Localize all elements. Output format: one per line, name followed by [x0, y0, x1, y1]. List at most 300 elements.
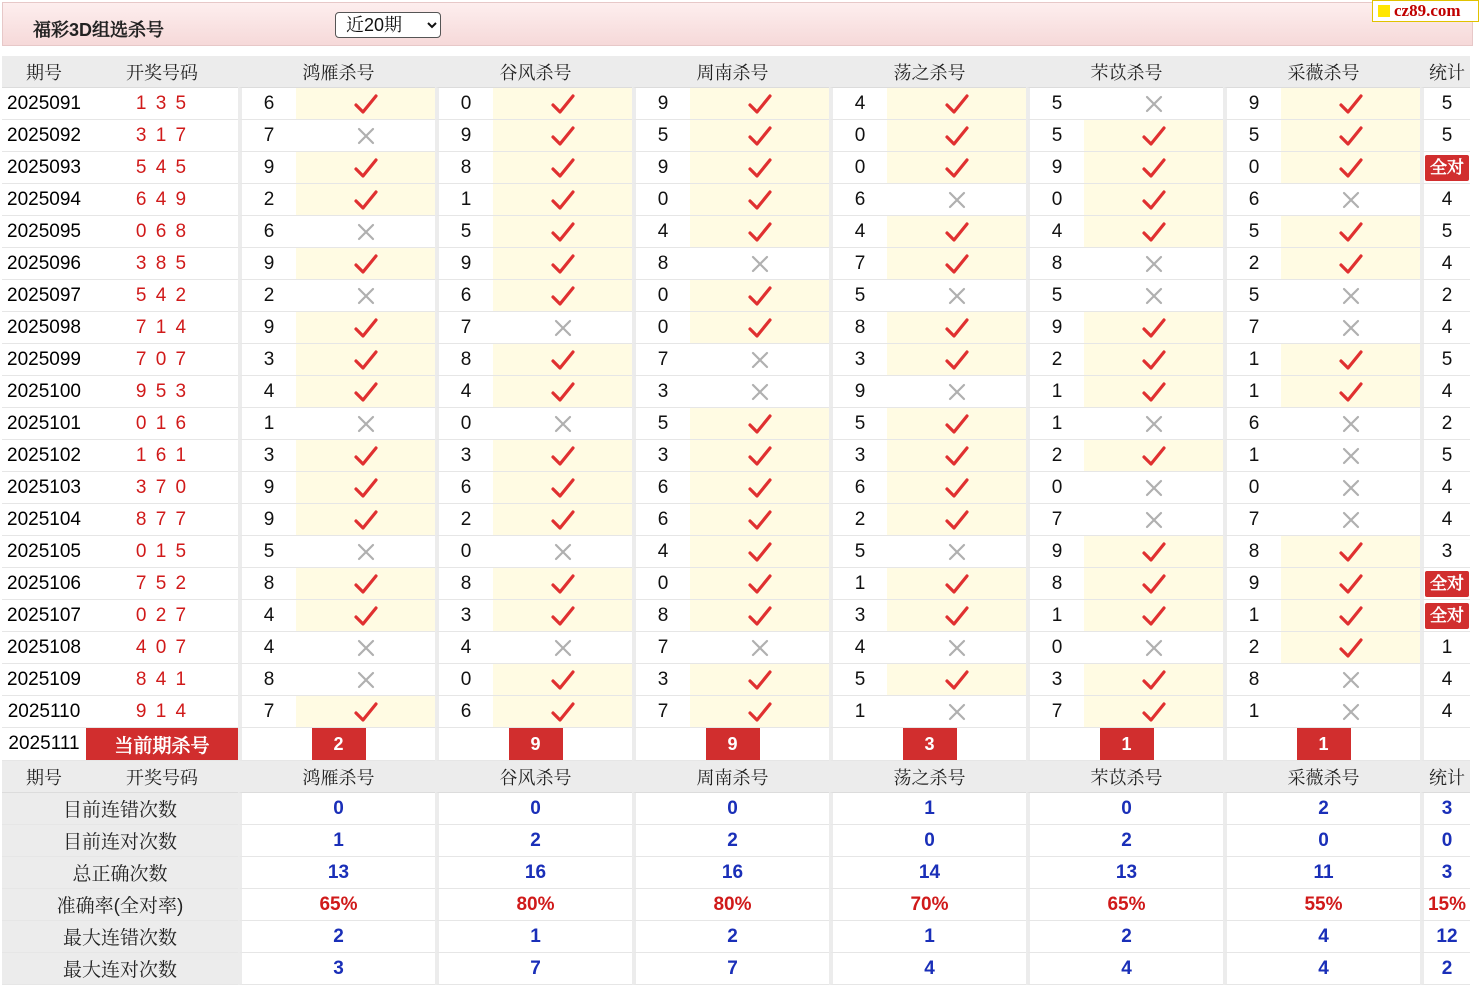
- logo-text: cz89.com: [1394, 1, 1461, 20]
- issue-cell: 2025111: [2, 728, 86, 761]
- table-row: [2, 376, 1470, 408]
- logo-square-icon: [1378, 5, 1390, 17]
- kill-number-cell: 9: [238, 248, 296, 280]
- stats-value: 65%: [1026, 889, 1223, 921]
- check-icon: [690, 568, 829, 600]
- draw-number-cell: 1 3 5: [86, 88, 238, 120]
- check-icon: [493, 568, 632, 600]
- row-stat-cell: 2: [1420, 408, 1470, 440]
- kill-number-cell: 1: [1223, 696, 1281, 728]
- kill-number-cell: 3: [829, 344, 887, 376]
- draw-number-cell: 8 4 1: [86, 664, 238, 696]
- cross-icon: [887, 184, 1026, 216]
- cross-icon: [1084, 504, 1223, 536]
- stats-value: 2: [1420, 953, 1470, 985]
- issue-cell: 2025105: [2, 536, 86, 568]
- row-stat-cell: 5: [1420, 120, 1470, 152]
- stats-value: 2: [238, 921, 435, 953]
- check-icon: [296, 344, 435, 376]
- col-header-draw: 开奖号码: [86, 56, 238, 88]
- col-header-expert: 荡之杀号: [829, 761, 1026, 793]
- table-row: [2, 568, 1470, 600]
- check-icon: [493, 472, 632, 504]
- stats-value: 80%: [435, 889, 632, 921]
- kill-number-cell: 9: [1026, 312, 1084, 344]
- check-icon: [493, 88, 632, 120]
- check-icon: [296, 440, 435, 472]
- cross-icon: [1281, 280, 1420, 312]
- kill-number-cell: 4: [829, 632, 887, 664]
- stats-value: 2: [632, 825, 829, 857]
- check-icon: [1084, 376, 1223, 408]
- stats-label: 准确率(全对率): [2, 889, 238, 921]
- check-icon: [887, 504, 1026, 536]
- kill-number-cell: 3: [632, 664, 690, 696]
- stats-value: 80%: [632, 889, 829, 921]
- kill-number-cell: 0: [1026, 632, 1084, 664]
- check-icon: [1084, 312, 1223, 344]
- stats-value: 55%: [1223, 889, 1420, 921]
- issue-cell: 2025092: [2, 120, 86, 152]
- cross-icon: [493, 536, 632, 568]
- stats-value: 4: [1223, 953, 1420, 985]
- table-row: [2, 152, 1470, 184]
- kill-number-cell: 2: [1026, 440, 1084, 472]
- kill-number-cell: 8: [238, 568, 296, 600]
- kill-number-cell: 9: [1026, 536, 1084, 568]
- table-body: [2, 56, 1470, 985]
- issue-cell: 2025107: [2, 600, 86, 632]
- kill-number-cell: 2: [238, 280, 296, 312]
- cross-icon: [493, 312, 632, 344]
- check-icon: [887, 664, 1026, 696]
- kill-number-cell: 1: [829, 568, 887, 600]
- kill-number-cell: 6: [632, 504, 690, 536]
- check-icon: [1084, 600, 1223, 632]
- kill-number-cell: 8: [632, 248, 690, 280]
- issue-cell: 2025093: [2, 152, 86, 184]
- top-bar: [2, 2, 1473, 46]
- kill-number-cell: 0: [829, 120, 887, 152]
- cross-icon: [296, 408, 435, 440]
- draw-number-cell: 9 5 3: [86, 376, 238, 408]
- current-kill-label: 当前期杀号: [86, 728, 238, 761]
- current-kill-cell: [632, 728, 829, 761]
- kill-number-cell: 7: [1026, 696, 1084, 728]
- kill-number-cell: 7: [238, 696, 296, 728]
- cross-icon: [690, 376, 829, 408]
- current-kill-number: 3: [903, 728, 957, 760]
- stats-value: 0: [632, 793, 829, 825]
- cross-icon: [690, 632, 829, 664]
- issue-cell: 2025094: [2, 184, 86, 216]
- kill-number-cell: 5: [435, 216, 493, 248]
- kill-number-cell: 8: [238, 664, 296, 696]
- draw-number-cell: 1 6 1: [86, 440, 238, 472]
- table-row: [2, 664, 1470, 696]
- issue-cell: 2025096: [2, 248, 86, 280]
- kill-number-cell: 6: [632, 472, 690, 504]
- stats-value: 0: [435, 793, 632, 825]
- kill-number-cell: 9: [829, 376, 887, 408]
- check-icon: [1281, 376, 1420, 408]
- check-icon: [493, 440, 632, 472]
- kill-number-cell: 4: [632, 536, 690, 568]
- stats-value: 16: [435, 857, 632, 889]
- row-stat-cell: 3: [1420, 536, 1470, 568]
- kill-number-cell: 4: [238, 600, 296, 632]
- draw-number-cell: 0 6 8: [86, 216, 238, 248]
- table-row: [2, 632, 1470, 664]
- kill-number-cell: 1: [829, 696, 887, 728]
- draw-number-cell: 0 2 7: [86, 600, 238, 632]
- kill-number-cell: 5: [1026, 120, 1084, 152]
- table-row: [2, 440, 1470, 472]
- table-row: [2, 408, 1470, 440]
- issue-cell: 2025108: [2, 632, 86, 664]
- check-icon: [690, 280, 829, 312]
- kill-number-cell: 9: [238, 472, 296, 504]
- kill-number-cell: 9: [1223, 568, 1281, 600]
- check-icon: [1281, 88, 1420, 120]
- stats-value: 12: [1420, 921, 1470, 953]
- kill-number-cell: 2: [1223, 632, 1281, 664]
- cross-icon: [1084, 472, 1223, 504]
- kill-number-cell: 8: [1026, 568, 1084, 600]
- all-correct-badge: 全对: [1425, 571, 1469, 597]
- kill-number-cell: 6: [435, 472, 493, 504]
- kill-number-cell: 7: [632, 696, 690, 728]
- check-icon: [1281, 568, 1420, 600]
- col-header-expert: 采薇杀号: [1223, 56, 1420, 88]
- check-icon: [493, 696, 632, 728]
- current-kill-cell: [238, 728, 435, 761]
- kill-number-cell: 4: [829, 216, 887, 248]
- check-icon: [296, 184, 435, 216]
- row-stat-cell: 4: [1420, 472, 1470, 504]
- check-icon: [296, 600, 435, 632]
- check-icon: [296, 312, 435, 344]
- kill-number-cell: 1: [1026, 408, 1084, 440]
- kill-number-cell: 0: [1026, 184, 1084, 216]
- draw-number-cell: 7 5 2: [86, 568, 238, 600]
- col-header-expert: 芣苡杀号: [1026, 56, 1223, 88]
- kill-number-cell: 7: [1223, 312, 1281, 344]
- check-icon: [690, 536, 829, 568]
- table-row: [2, 88, 1470, 120]
- kill-number-cell: 4: [238, 376, 296, 408]
- current-issue-row: [2, 728, 1470, 761]
- kill-number-cell: 7: [435, 312, 493, 344]
- stats-value: 7: [632, 953, 829, 985]
- kill-number-cell: 3: [238, 440, 296, 472]
- check-icon: [887, 248, 1026, 280]
- draw-number-cell: 7 1 4: [86, 312, 238, 344]
- col-header-expert: 鸿雁杀号: [238, 761, 435, 793]
- empty-stat-cell: [1420, 728, 1470, 761]
- cross-icon: [1281, 408, 1420, 440]
- issue-cell: 2025102: [2, 440, 86, 472]
- kill-number-cell: 7: [632, 632, 690, 664]
- draw-number-cell: 0 1 5: [86, 536, 238, 568]
- stats-value: 1: [829, 921, 1026, 953]
- row-stat-cell: 5: [1420, 88, 1470, 120]
- current-kill-number: 1: [1297, 728, 1351, 760]
- kill-number-cell: 5: [829, 280, 887, 312]
- table-row: [2, 472, 1470, 504]
- cross-icon: [1281, 312, 1420, 344]
- table-row: [2, 184, 1470, 216]
- kill-number-cell: 4: [1026, 216, 1084, 248]
- check-icon: [887, 344, 1026, 376]
- kill-number-cell: 1: [1223, 344, 1281, 376]
- kill-number-cell: 6: [238, 88, 296, 120]
- stats-value: 13: [1026, 857, 1223, 889]
- cross-icon: [887, 696, 1026, 728]
- cross-icon: [296, 536, 435, 568]
- check-icon: [493, 344, 632, 376]
- kill-number-cell: 3: [238, 344, 296, 376]
- stats-value: 0: [1026, 793, 1223, 825]
- kill-number-cell: 9: [238, 152, 296, 184]
- cross-icon: [296, 216, 435, 248]
- stats-row: [2, 857, 1470, 889]
- cross-icon: [296, 280, 435, 312]
- stats-value: 13: [238, 857, 435, 889]
- stats-value: 4: [1223, 921, 1420, 953]
- draw-number-cell: 0 1 6: [86, 408, 238, 440]
- stats-row: [2, 825, 1470, 857]
- table-row: [2, 600, 1470, 632]
- period-select[interactable]: [335, 12, 441, 38]
- kill-number-cell: 5: [632, 120, 690, 152]
- kill-number-cell: 6: [829, 472, 887, 504]
- issue-cell: 2025100: [2, 376, 86, 408]
- stats-label: 最大连错次数: [2, 921, 238, 953]
- stats-value: 2: [1223, 793, 1420, 825]
- kill-number-cell: 7: [632, 344, 690, 376]
- current-kill-number: 9: [706, 728, 760, 760]
- row-stat-cell: 4: [1420, 504, 1470, 536]
- stats-row: [2, 953, 1470, 985]
- check-icon: [1281, 344, 1420, 376]
- check-icon: [1281, 536, 1420, 568]
- current-kill-number: 1: [1100, 728, 1154, 760]
- check-icon: [1084, 440, 1223, 472]
- draw-number-cell: 8 7 7: [86, 504, 238, 536]
- current-kill-number: 2: [312, 728, 366, 760]
- issue-cell: 2025103: [2, 472, 86, 504]
- col-header-expert: 谷风杀号: [435, 761, 632, 793]
- table-row: [2, 280, 1470, 312]
- kill-number-cell: 3: [632, 376, 690, 408]
- check-icon: [690, 120, 829, 152]
- check-icon: [690, 440, 829, 472]
- col-header-expert: 荡之杀号: [829, 56, 1026, 88]
- col-header-expert: 采薇杀号: [1223, 761, 1420, 793]
- kill-number-cell: 9: [238, 504, 296, 536]
- draw-number-cell: 4 0 7: [86, 632, 238, 664]
- check-icon: [296, 376, 435, 408]
- issue-cell: 2025110: [2, 696, 86, 728]
- cross-icon: [296, 664, 435, 696]
- check-icon: [1281, 600, 1420, 632]
- issue-cell: 2025095: [2, 216, 86, 248]
- cross-icon: [493, 408, 632, 440]
- cross-icon: [1281, 472, 1420, 504]
- kill-number-cell: 0: [435, 408, 493, 440]
- check-icon: [1084, 184, 1223, 216]
- col-header-stat: 统计: [1420, 761, 1470, 793]
- stats-value: 2: [435, 825, 632, 857]
- table-row: [2, 120, 1470, 152]
- check-icon: [690, 216, 829, 248]
- kill-number-cell: 4: [238, 632, 296, 664]
- row-stat-cell: 1: [1420, 632, 1470, 664]
- stats-value: 3: [1420, 793, 1470, 825]
- row-stat-cell: [1420, 152, 1470, 184]
- check-icon: [690, 472, 829, 504]
- check-icon: [887, 568, 1026, 600]
- kill-number-cell: 3: [829, 600, 887, 632]
- check-icon: [1084, 344, 1223, 376]
- kill-number-cell: 9: [1223, 88, 1281, 120]
- check-icon: [690, 504, 829, 536]
- row-stat-cell: [1420, 600, 1470, 632]
- kill-number-cell: 2: [1223, 248, 1281, 280]
- table-row: [2, 504, 1470, 536]
- stats-label: 最大连对次数: [2, 953, 238, 985]
- kill-number-cell: 2: [829, 504, 887, 536]
- kill-number-cell: 6: [1223, 184, 1281, 216]
- check-icon: [1084, 536, 1223, 568]
- kill-number-cell: 6: [829, 184, 887, 216]
- kill-number-cell: 2: [1026, 344, 1084, 376]
- check-icon: [296, 152, 435, 184]
- kill-number-cell: 6: [238, 216, 296, 248]
- issue-cell: 2025097: [2, 280, 86, 312]
- stats-value: 2: [1026, 921, 1223, 953]
- cross-icon: [296, 120, 435, 152]
- kill-number-cell: 5: [829, 536, 887, 568]
- kill-number-table: [2, 56, 1470, 985]
- kill-number-cell: 7: [238, 120, 296, 152]
- kill-number-cell: 0: [1223, 472, 1281, 504]
- draw-number-cell: 3 8 5: [86, 248, 238, 280]
- site-logo[interactable]: [1372, 0, 1479, 22]
- kill-number-cell: 0: [435, 536, 493, 568]
- row-stat-cell: 2: [1420, 280, 1470, 312]
- issue-cell: 2025091: [2, 88, 86, 120]
- table-row: [2, 248, 1470, 280]
- kill-number-cell: 3: [435, 600, 493, 632]
- check-icon: [887, 88, 1026, 120]
- draw-number-cell: 3 1 7: [86, 120, 238, 152]
- stats-value: 14: [829, 857, 1026, 889]
- stats-value: 70%: [829, 889, 1026, 921]
- current-kill-number: 9: [509, 728, 563, 760]
- check-icon: [690, 184, 829, 216]
- table-row: [2, 696, 1470, 728]
- check-icon: [1084, 216, 1223, 248]
- check-icon: [887, 120, 1026, 152]
- check-icon: [493, 664, 632, 696]
- col-header-expert: 周南杀号: [632, 56, 829, 88]
- stats-label: 目前连错次数: [2, 793, 238, 825]
- kill-number-cell: 3: [632, 440, 690, 472]
- kill-number-cell: 3: [829, 440, 887, 472]
- check-icon: [1084, 152, 1223, 184]
- kill-number-cell: 8: [829, 312, 887, 344]
- col-header-issue: 期号: [2, 761, 86, 793]
- stats-value: 0: [1223, 825, 1420, 857]
- current-kill-cell: [829, 728, 1026, 761]
- check-icon: [887, 472, 1026, 504]
- stats-value: 0: [829, 825, 1026, 857]
- kill-number-cell: 9: [1026, 152, 1084, 184]
- stats-value: 3: [238, 953, 435, 985]
- all-correct-badge: 全对: [1425, 155, 1469, 181]
- stats-value: 1: [829, 793, 1026, 825]
- cross-icon: [1084, 408, 1223, 440]
- check-icon: [690, 664, 829, 696]
- kill-number-cell: 6: [435, 280, 493, 312]
- kill-number-cell: 4: [435, 632, 493, 664]
- row-stat-cell: 5: [1420, 440, 1470, 472]
- check-icon: [493, 184, 632, 216]
- kill-number-cell: 0: [632, 184, 690, 216]
- kill-number-cell: 5: [238, 536, 296, 568]
- kill-number-cell: 4: [435, 376, 493, 408]
- all-correct-badge: 全对: [1425, 603, 1469, 629]
- draw-number-cell: 3 7 0: [86, 472, 238, 504]
- col-header-expert: 芣苡杀号: [1026, 761, 1223, 793]
- check-icon: [493, 376, 632, 408]
- row-stat-cell: [1420, 568, 1470, 600]
- cross-icon: [1281, 696, 1420, 728]
- stats-value: 16: [632, 857, 829, 889]
- table-row: [2, 536, 1470, 568]
- stats-value: 15%: [1420, 889, 1470, 921]
- check-icon: [493, 280, 632, 312]
- stats-value: 1: [435, 921, 632, 953]
- cross-icon: [296, 632, 435, 664]
- stats-value: 11: [1223, 857, 1420, 889]
- cross-icon: [887, 376, 1026, 408]
- kill-number-cell: 6: [1223, 408, 1281, 440]
- stats-label: 目前连对次数: [2, 825, 238, 857]
- check-icon: [493, 504, 632, 536]
- draw-number-cell: 5 4 2: [86, 280, 238, 312]
- kill-number-cell: 0: [632, 312, 690, 344]
- stats-value: 2: [1026, 825, 1223, 857]
- cross-icon: [887, 536, 1026, 568]
- kill-number-cell: 0: [632, 280, 690, 312]
- check-icon: [690, 408, 829, 440]
- kill-number-cell: 6: [435, 696, 493, 728]
- stats-value: 4: [1026, 953, 1223, 985]
- kill-number-cell: 8: [1223, 536, 1281, 568]
- check-icon: [1084, 696, 1223, 728]
- kill-number-cell: 5: [1026, 88, 1084, 120]
- col-header-expert: 鸿雁杀号: [238, 56, 435, 88]
- kill-number-cell: 0: [1223, 152, 1281, 184]
- kill-number-cell: 1: [1026, 376, 1084, 408]
- kill-number-cell: 3: [1026, 664, 1084, 696]
- cross-icon: [1084, 248, 1223, 280]
- issue-cell: 2025104: [2, 504, 86, 536]
- cross-icon: [1281, 664, 1420, 696]
